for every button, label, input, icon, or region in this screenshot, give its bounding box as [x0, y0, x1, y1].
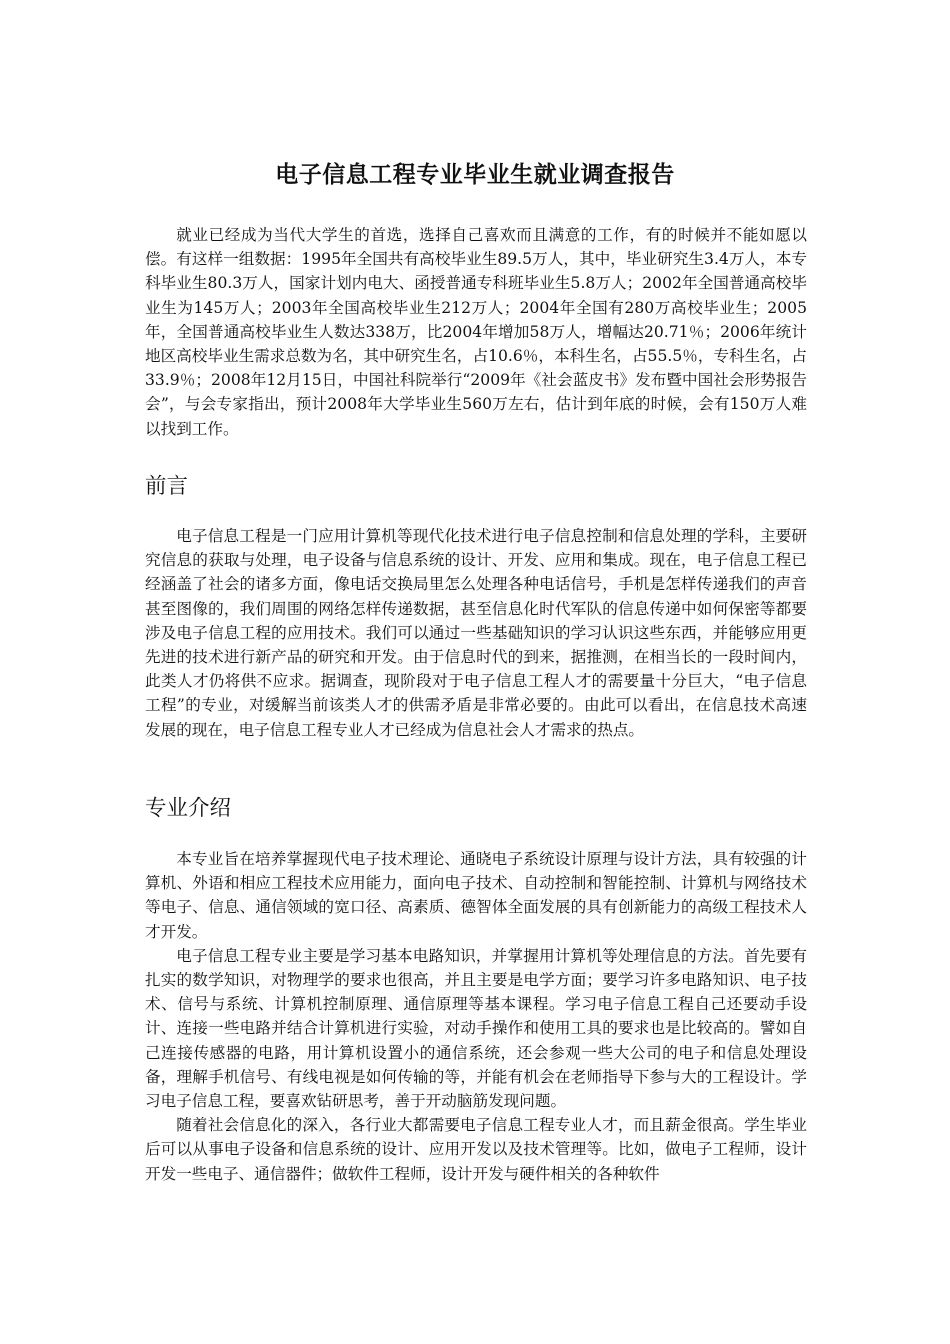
- major-paragraph-1: 本专业旨在培养掌握现代电子技术理论、通晓电子系统设计原理与设计方法，具有较强的计算机、外语和相应工程技术应用能力，面向电子技术、自动控制和智能控制、计算机与网络技术等电子、信息、通信领域的宽口径、高素质、德智体全面发展的具有创新能力的高级工程技术人才开发。: [145, 850, 807, 941]
- preface-section: [145, 524, 807, 742]
- major-heading-block: [145, 792, 807, 826]
- intro-section: [145, 223, 807, 441]
- major-intro-section: [145, 847, 807, 1186]
- section-heading-major-intro: 专业介绍: [145, 796, 232, 821]
- intro-paragraph: 就业已经成为当代大学生的首选，选择自己喜欢而且满意的工作，有的时候并不能如愿以偿。有这样一组数据：1995年全国共有高校毕业生89.5万人，其中，毕业研究生3.4万人，本专科毕业生80.3万人，国家计划内电大、函授普通专科班毕业生5.8万人；2002年全国普通高校毕业生为145万人；2003年全国高校毕业生212万人；2004年全国有280万高校毕业生；2005年，全国普通高校毕业生人数达338万，比2004年增加58万人，增幅达20.71％；2006年统计地区高校毕业生需求总数为名，其中研究生名，占10.6％，本科生名，占55.5％，专科生名，占33.9％；2008年12月15日，中国社科院举行“2009年《社会蓝皮书》发布暨中国社会形势报告会”，与会专家指出，预计2008年大学毕业生560万左右，估计到年底的时候，会有150万人难以找到工作。: [145, 226, 808, 438]
- major-paragraph-2: 电子信息工程专业主要是学习基本电路知识，并掌握用计算机等处理信息的方法。首先要有扎实的数学知识，对物理学的要求也很高，并且主要是电学方面；要学习许多电路知识、电子技术、信号与系统、计算机控制原理、通信原理等基本课程。学习电子信息工程自己还要动手设计、连接一些电路并结合计算机进行实验，对动手操作和使用工具的要求也是比较高的。譬如自己连接传感器的电路，用计算机设置小的通信系统，还会参观一些大公司的电子和信息处理设备，理解手机信号、有线电视是如何传输的等，并能有机会在老师指导下参与大的工程设计。学习电子信息工程，要喜欢钻研思考，善于开动脑筋发现问题。: [145, 946, 807, 1111]
- document-title: 电子信息工程专业毕业生就业调查报告: [275, 162, 675, 188]
- major-paragraph-3: 随着社会信息化的深入，各行业大都需要电子信息工程专业人才，而且薪金很高。学生毕业后可以从事电子设备和信息系统的设计、应用开发以及技术管理等。比如，做电子工程师，设计开发一些电子、通信器件；做软件工程师，设计开发与硬件相关的各种软件: [145, 1116, 807, 1183]
- section-heading-preface: 前言: [145, 474, 189, 499]
- preface-heading-block: [145, 470, 807, 504]
- preface-paragraph: 电子信息工程是一门应用计算机等现代化技术进行电子信息控制和信息处理的学科，主要研究信息的获取与处理，电子设备与信息系统的设计、开发、应用和集成。现在，电子信息工程已经涵盖了社会的诸多方面，像电话交换局里怎么处理各种电话信号，手机是怎样传递我们的声音甚至图像的，我们周围的网络怎样传递数据，甚至信息化时代军队的信息传递中如何保密等都要涉及电子信息工程的应用技术。我们可以通过一些基础知识的学习认识这些东西，并能够应用更先进的技术进行新产品的研究和开发。由于信息时代的到来，据推测，在相当长的一段时间内，此类人才仍将供不应求。据调查，现阶段对于电子信息工程人才的需要量十分巨大，“电子信息工程”的专业，对缓解当前该类人才的供需矛盾是非常必要的。由此可以看出，在信息技术高速发展的现在，电子信息工程专业人才已经成为信息社会人才需求的热点。: [145, 527, 807, 739]
